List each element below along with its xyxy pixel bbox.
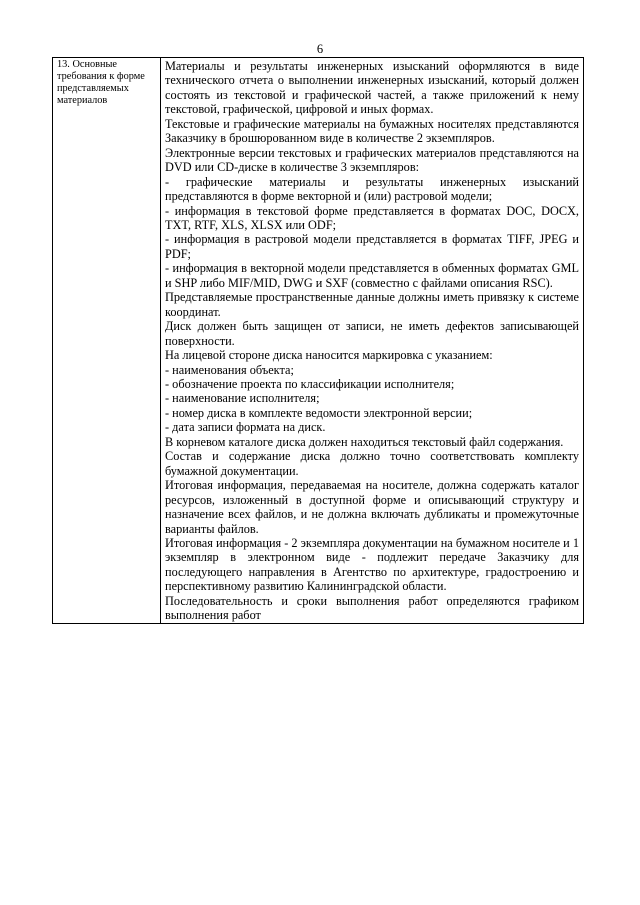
list-item: - номер диска в комплекте ведомости электронной версии;: [165, 405, 473, 420]
paragraph: Представляемые пространственные данные должны иметь привязку к системе координат.: [165, 290, 579, 319]
section-content: [161, 58, 584, 624]
paragraph: В корневом каталоге диска должен находиться текстовый файл содержания.: [165, 434, 564, 449]
section-label: 13. Основные требования к форме представляемых материалов: [53, 58, 161, 624]
list-item: - обозначение проекта по классификации исполнителя;: [165, 376, 455, 391]
list-item: - информация в векторной модели представляется в обменных форматах GML и SHP либо MIF/MID, DWG и SXF (совместно с файлами описания RSC).: [165, 261, 579, 290]
paragraph: Текстовые и графические материалы на бумажных носителях представляются Заказчику в брошюрованном виде в количестве 2 экземпляров.: [165, 116, 579, 146]
list-item: - дата записи формата на диск.: [165, 420, 326, 435]
paragraph: Материалы и результаты инженерных изысканий оформляются в виде технического отчета о выполнении инженерных изысканий, который должен состоять из текстовой и графической частей, а также приложений к нему текстовой, графической, цифровой и иных формах.: [165, 59, 579, 117]
paragraph: Электронные версии текстовых и графических материалов представляются на DVD или CD-диске в количестве 3 экземпляров:: [165, 145, 579, 175]
table-row: [53, 58, 584, 624]
requirements-table: [52, 57, 584, 624]
paragraph: Последовательность и сроки выполнения работ определяются графиком выполнения работ: [165, 593, 579, 623]
list-item: - наименования объекта;: [165, 362, 294, 377]
paragraph: Итоговая информация - 2 экземпляра документации на бумажном носителе и 1 экземпляр в электронном виде - подлежит передаче Заказчику для последующего направления в Агентство по архитектуре, градостроению и перспективному развитию Калининградской области.: [165, 535, 579, 594]
list-item: - наименование исполнителя;: [165, 391, 320, 406]
list-item: - графические материалы и результаты инженерных изысканий представляются в форме векторной и (или) растровой модели;: [165, 174, 579, 204]
paragraph: На лицевой стороне диска наносится маркировка с указанием:: [165, 348, 493, 363]
paragraph: Состав и содержание диска должно точно соответствовать комплекту бумажной документации.: [165, 449, 579, 478]
paragraph: Итоговая информация, передаваемая на носителе, должна содержать каталог ресурсов, изложенный в доступной форме и описывающий структуру и назначение всех файлов, и не должна включать дубликаты и промежуточные варианты файлов.: [165, 478, 579, 536]
list-item: - информация в текстовой форме представляется в форматах DOC, DOCX, TXT, RTF, XLS, XLSX или ODF;: [165, 203, 579, 232]
paragraph: Диск должен быть защищен от записи, не иметь дефектов записывающей поверхности.: [165, 319, 579, 348]
page-number: 6: [316, 42, 324, 56]
list-item: - информация в растровой модели представляется в форматах TIFF, JPEG и PDF;: [165, 232, 579, 261]
